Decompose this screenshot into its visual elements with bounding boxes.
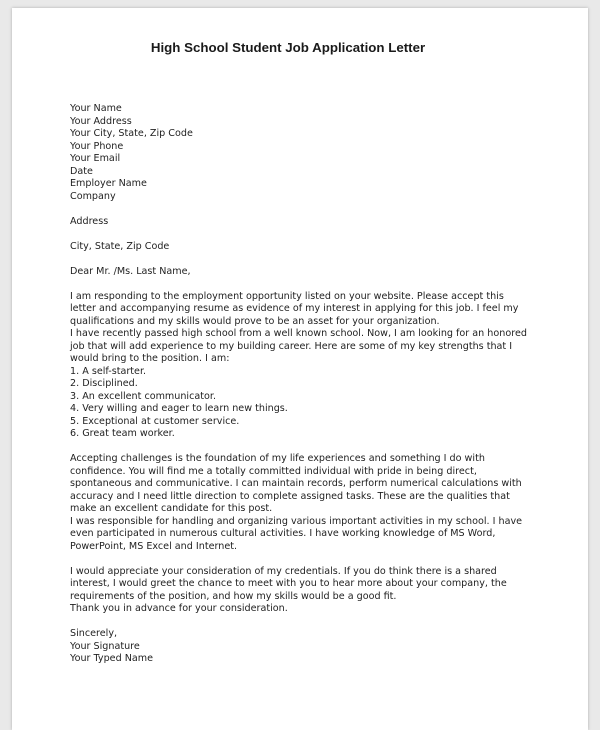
signoff: Sincerely, xyxy=(70,628,118,639)
paragraph-line: would bring to the position. I am: xyxy=(70,353,230,364)
sender-line: Employer Name xyxy=(70,178,147,189)
strengths-list xyxy=(70,366,510,441)
list-item: 4. Very willing and eager to learn new things. xyxy=(70,403,288,414)
letter-body xyxy=(70,103,527,666)
paragraph-line: Thank you in advance for your consideration. xyxy=(70,603,288,614)
employer-address: Address xyxy=(70,215,109,227)
paragraph-line: I would appreciate your consideration of my credentials. If you do think there is a shared xyxy=(70,565,497,577)
paragraph-line: even participated in numerous cultural activities. I have working knowledge of MS Word, xyxy=(70,528,496,539)
sender-line: Your Name xyxy=(70,103,122,114)
employer-city: City, State, Zip Code xyxy=(70,240,170,252)
paragraph-line: spontaneous and communicative. I can maintain records, perform numerical calculations with xyxy=(70,478,522,489)
paragraph-line: make an excellent candidate for this post. xyxy=(70,503,273,514)
signature-block xyxy=(70,628,510,666)
document-title: High School Student Job Application Letter xyxy=(150,40,426,55)
paragraph-line: confidence. You will find me a totally committed individual with pride in being direct, xyxy=(70,465,477,477)
sender-line: Your Phone xyxy=(70,140,124,152)
list-item: 6. Great team worker. xyxy=(70,428,175,439)
sender-line: Date xyxy=(70,165,93,177)
paragraph-line: PowerPoint, MS Excel and Internet. xyxy=(70,540,238,552)
sender-block xyxy=(70,103,510,203)
sender-line: Your City, State, Zip Code xyxy=(70,128,193,139)
paragraph-line: qualifications and my skills would prove to be an asset for your organization. xyxy=(70,315,440,327)
paragraph-line: I have recently passed high school from a well known school. Now, I am looking for an honored xyxy=(70,328,527,339)
paragraph-line: Accepting challenges is the foundation of my life experiences and something I do with xyxy=(70,453,485,464)
paragraph-line: I am responding to the employment opportunity listed on your website. Please accept this xyxy=(70,290,504,302)
salutation: Dear Mr. /Ms. Last Name, xyxy=(70,265,191,277)
paragraph-line: I was responsible for handling and organizing various important activities in my school. I have xyxy=(70,515,523,527)
list-item: 3. An excellent communicator. xyxy=(70,390,216,402)
paragraph-qualities xyxy=(70,453,523,553)
sender-line: Company xyxy=(70,190,116,202)
sender-line: Your Address xyxy=(70,115,132,127)
list-item: 5. Exceptional at customer service. xyxy=(70,415,240,427)
paragraph-closing xyxy=(70,566,510,616)
list-item: 1. A self-starter. xyxy=(70,365,147,377)
signature: Your Signature xyxy=(70,640,140,652)
paragraph-line: job that will add experience to my building career. Here are some of my key strengths that I xyxy=(70,340,513,352)
typed-name: Your Typed Name xyxy=(70,653,154,664)
paragraph-line: interest, I would greet the chance to meet with you to hear more about your company, the xyxy=(70,578,507,589)
paragraph-line: letter and accompanying resume as evidence of my interest in applying for this job. I feel my xyxy=(70,303,519,314)
list-item: 2. Disciplined. xyxy=(70,378,138,389)
sender-line: Your Email xyxy=(70,153,121,164)
paragraph-line: accuracy and I need little direction to complete assigned tasks. These are the qualities that xyxy=(70,490,510,502)
paragraph-intro xyxy=(70,290,527,366)
paragraph-line: requirements of the position, and how my skills would be a good fit. xyxy=(70,590,397,602)
